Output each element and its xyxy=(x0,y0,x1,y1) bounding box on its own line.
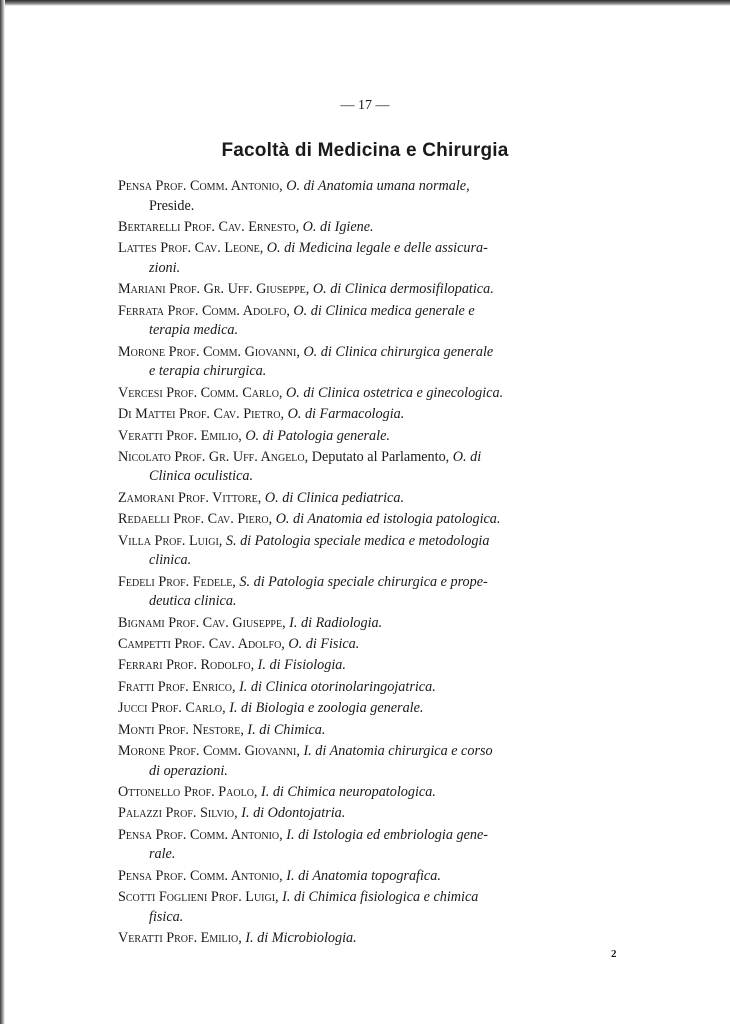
entry-title: I. di Radiologia. xyxy=(285,614,383,631)
scan-edge-top xyxy=(0,0,730,6)
entry-title: O. di Clinica ostetrica e ginecologica. xyxy=(282,384,504,401)
entry-name: Ottonello Prof. Paolo, xyxy=(118,783,258,800)
faculty-entry xyxy=(118,532,618,571)
entry-title: S. di Patologia speciale chirurgica e prope- xyxy=(235,573,488,590)
entry-continuation: deutica clinica. xyxy=(149,593,237,610)
entry-continuation: zioni. xyxy=(149,259,181,276)
entry-title: S. di Patologia speciale medica e metodologia xyxy=(222,532,490,549)
entry-title: O. di Anatomia umana normale, xyxy=(282,178,470,194)
faculty-entry xyxy=(118,448,618,487)
faculty-entry xyxy=(118,343,618,382)
entry-name: Ferrata Prof. Comm. Adolfo, xyxy=(118,302,290,319)
faculty-list xyxy=(118,177,618,950)
entry-continuation: fisica. xyxy=(149,908,184,925)
faculty-entry xyxy=(118,656,618,676)
faculty-entry xyxy=(118,427,618,447)
entry-name: Bertarelli Prof. Cav. Ernesto, xyxy=(118,218,300,235)
faculty-entry xyxy=(118,826,618,865)
entry-name: Lattes Prof. Cav. Leone, xyxy=(118,240,264,257)
entry-title: I. di Anatomia topografica. xyxy=(282,867,441,884)
entry-name: Fedeli Prof. Fedele, xyxy=(118,573,236,590)
entry-continuation: di operazioni. xyxy=(149,762,228,779)
entry-continuation: Clinica oculistica. xyxy=(149,468,254,485)
entry-name: Fratti Prof. Enrico, xyxy=(118,678,236,695)
faculty-entry xyxy=(118,614,618,634)
faculty-entry xyxy=(118,405,618,425)
entry-title: I. di Chimica fisiologica e chimica xyxy=(278,889,479,906)
entry-continuation: terapia medica. xyxy=(149,322,239,339)
entry-name: Villa Prof. Luigi, xyxy=(118,532,223,549)
entry-continuation: rale. xyxy=(149,846,176,863)
faculty-entry xyxy=(118,384,618,404)
entry-title: O. di Igiene. xyxy=(299,218,374,235)
entry-name: Pensa Prof. Comm. Antonio, xyxy=(118,178,283,194)
entry-name: Palazzi Prof. Silvio, xyxy=(118,805,238,822)
faculty-entry xyxy=(118,280,618,300)
sheet-signature-number: 2 xyxy=(611,948,617,960)
entry-role: Deputato al Parlamento, xyxy=(308,448,450,465)
entry-title: I. di Odontojatria. xyxy=(237,805,346,822)
entry-name: Morone Prof. Comm. Giovanni, xyxy=(118,343,300,360)
entry-continuation: e terapia chirurgica. xyxy=(149,363,267,380)
faculty-entry xyxy=(118,218,618,238)
entry-title: O. di Fisica. xyxy=(284,636,360,653)
faculty-entry xyxy=(118,888,618,927)
entry-continuation: clinica. xyxy=(149,552,192,569)
entry-title: O. di Clinica medica generale e xyxy=(289,302,475,319)
entry-name: Monti Prof. Nestore, xyxy=(118,721,244,738)
faculty-entry xyxy=(118,510,618,530)
entry-name: Zamorani Prof. Vittore, xyxy=(118,489,262,506)
entry-title: O. di Farmacologia. xyxy=(284,406,405,423)
entry-title: I. di Microbiologia. xyxy=(241,930,357,947)
entry-name: Di Mattei Prof. Cav. Pietro, xyxy=(118,406,285,423)
faculty-entry xyxy=(118,804,618,824)
faculty-entry xyxy=(118,489,618,509)
faculty-entry xyxy=(118,573,618,612)
entry-name: Pensa Prof. Comm. Antonio, xyxy=(118,826,283,843)
entry-name: Bignami Prof. Cav. Giuseppe, xyxy=(118,614,286,631)
entry-name: Veratti Prof. Emilio, xyxy=(118,427,242,444)
entry-name: Vercesi Prof. Comm. Carlo, xyxy=(118,384,283,401)
entry-title: O. di Medicina legale e delle assicura- xyxy=(263,240,488,257)
faculty-entry xyxy=(118,867,618,887)
entry-name: Mariani Prof. Gr. Uff. Giuseppe, xyxy=(118,281,310,298)
page-number: — 17 — xyxy=(340,98,390,113)
entry-name: Pensa Prof. Comm. Antonio, xyxy=(118,867,283,884)
entry-name: Campetti Prof. Cav. Adolfo, xyxy=(118,636,285,653)
entry-title: I. di Anatomia chirurgica e corso xyxy=(299,742,493,759)
faculty-entry xyxy=(118,239,618,278)
entry-title: I. di Biologia e zoologia generale. xyxy=(225,700,424,717)
faculty-entry xyxy=(118,929,618,949)
faculty-entry xyxy=(118,742,618,781)
page-title: Facoltà di Medicina e Chirurgia xyxy=(221,140,509,161)
entry-title: I. di Chimica. xyxy=(243,721,326,738)
entry-continuation: Preside. xyxy=(149,197,195,214)
entry-title: O. di Clinica chirurgica generale xyxy=(299,343,494,360)
faculty-entry xyxy=(118,699,618,719)
entry-name: Jucci Prof. Carlo, xyxy=(118,700,226,717)
entry-title: O. di xyxy=(449,448,482,465)
faculty-entry xyxy=(118,635,618,655)
faculty-entry xyxy=(118,678,618,698)
entry-name: Ferrari Prof. Rodolfo, xyxy=(118,657,255,674)
entry-title: O. di Clinica dermosifilopatica. xyxy=(309,281,494,298)
faculty-entry xyxy=(118,783,618,803)
entry-title: O. di Patologia generale. xyxy=(241,427,390,444)
entry-title: O. di Clinica pediatrica. xyxy=(261,489,404,506)
entry-title: I. di Chimica neuropatologica. xyxy=(257,783,436,800)
entry-title: O. di Anatomia ed istologia patologica. xyxy=(272,511,501,528)
entry-name: Morone Prof. Comm. Giovanni, xyxy=(118,742,300,759)
faculty-entry xyxy=(118,302,618,341)
faculty-entry xyxy=(118,721,618,741)
entry-name: Veratti Prof. Emilio, xyxy=(118,930,242,947)
entry-title: I. di Istologia ed embriologia gene- xyxy=(282,826,488,843)
entry-name: Scotti Foglieni Prof. Luigi, xyxy=(118,889,279,906)
faculty-entry xyxy=(118,177,618,216)
entry-name: Nicolato Prof. Gr. Uff. Angelo, xyxy=(118,448,309,465)
entry-title: I. di Clinica otorinolaringojatrica. xyxy=(235,678,436,695)
entry-title: I. di Fisiologia. xyxy=(254,657,346,674)
entry-name: Redaelli Prof. Cav. Piero, xyxy=(118,511,273,528)
